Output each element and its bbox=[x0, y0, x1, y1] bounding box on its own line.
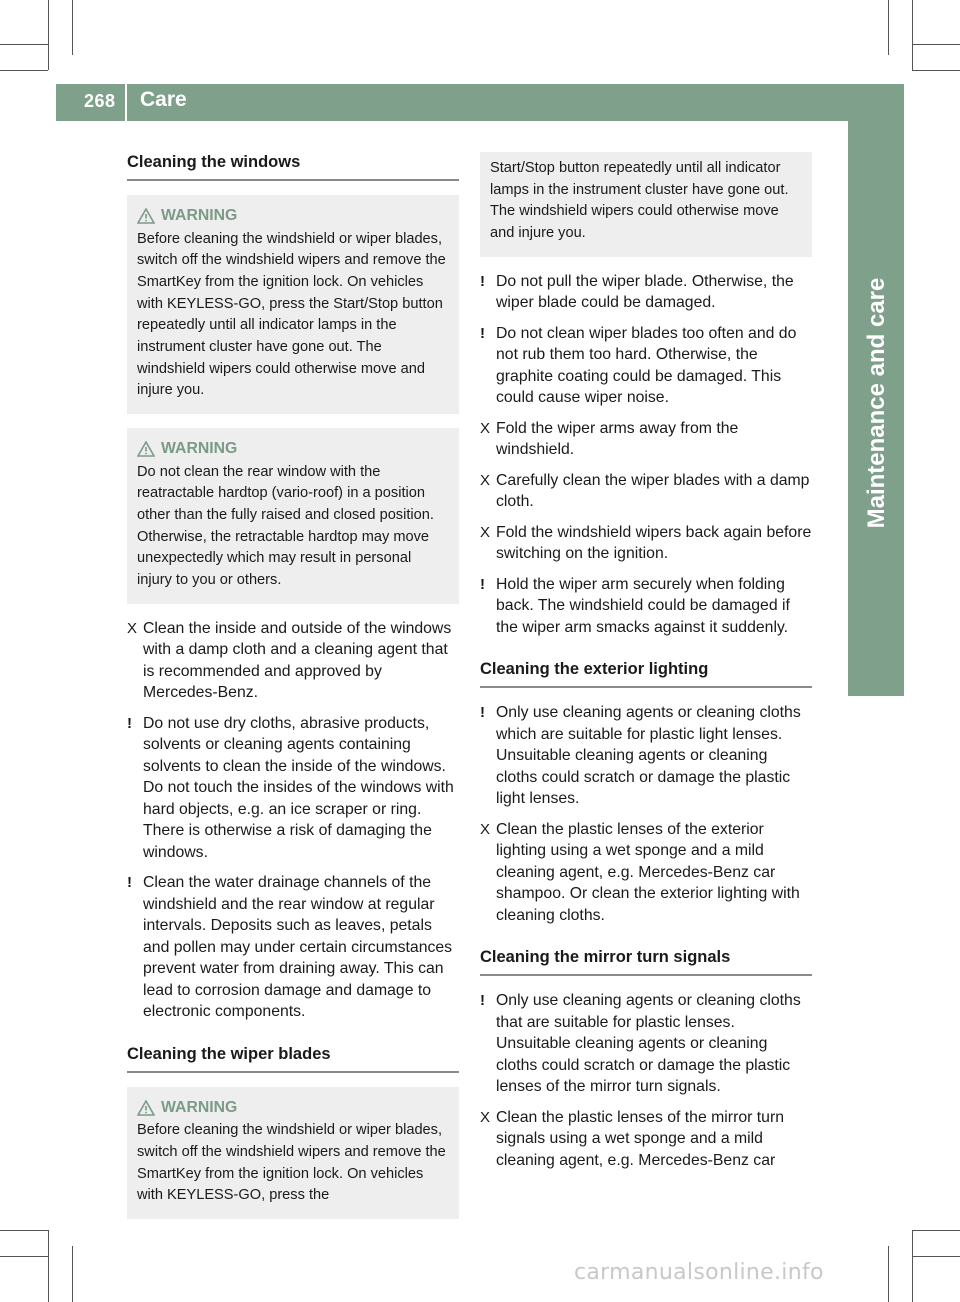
note-text: Do not use dry cloths, abrasive products, solvents or cleaning agents containing solvents to clean the inside of the windows. Do not touch the insides of the windows with hard objects, e.g. an ice scraper or ring. There is otherwise a risk of damaging the windows. bbox=[143, 714, 454, 861]
note-text: Hold the wiper arm securely when folding back. The windshield could be damaged if the wiper arm smacks against it suddenly. bbox=[496, 575, 790, 636]
step-text: Fold the windshield wipers back again before switching on the ignition. bbox=[496, 523, 812, 563]
note-item bbox=[127, 713, 459, 864]
warning-triangle-icon bbox=[137, 208, 155, 224]
warning-text: Before cleaning the windshield or wiper blades, switch off the windshield wipers and remove the SmartKey from the ignition lock. On vehicles with KEYLESS-GO, press the bbox=[137, 1122, 446, 1204]
crop-mark bbox=[912, 44, 960, 45]
note-item bbox=[480, 323, 812, 409]
note-item bbox=[480, 990, 812, 1098]
crop-mark bbox=[912, 0, 913, 70]
warning-text: Before cleaning the windshield or wiper blades, switch off the windshield wipers and remove the SmartKey from the ignition lock. On vehicles with KEYLESS-GO, press the Start/Stop button repeatedly until all indicator lamps in the instrument cluster have gone out. The windshield wipers could otherwise move and injure you. bbox=[137, 230, 446, 399]
step-arrow-icon: X bbox=[480, 820, 491, 838]
warning-title: WARNING bbox=[161, 207, 238, 224]
note-text: Do not clean wiper blades too often and do not rub them too hard. Otherwise, the graphite coating could be damaged. This could cause wiper noise. bbox=[496, 324, 797, 407]
warning-title: WARNING bbox=[161, 1098, 238, 1116]
crop-mark bbox=[0, 1256, 48, 1257]
crop-mark bbox=[72, 1246, 73, 1302]
warning-header bbox=[137, 1097, 449, 1119]
step-item bbox=[480, 418, 812, 461]
warning-box bbox=[127, 1087, 459, 1219]
side-tab-label: Maintenance and care bbox=[863, 277, 890, 529]
heading-cleaning-exterior-lighting: Cleaning the exterior lighting bbox=[480, 659, 812, 688]
note-exclamation-icon: ! bbox=[480, 992, 485, 1010]
step-arrow-icon: X bbox=[480, 471, 491, 489]
note-item bbox=[480, 702, 812, 810]
warning-header bbox=[137, 438, 449, 460]
heading-cleaning-wiper-blades: Cleaning the wiper blades bbox=[127, 1044, 459, 1073]
note-text: Only use cleaning agents or cleaning cloths that are suitable for plastic lenses. Unsuitable cleaning agents or cleaning cloths could scratch or damage the plastic lenses of the mirror turn signals. bbox=[496, 992, 801, 1096]
warning-box-continued bbox=[480, 152, 812, 257]
note-item bbox=[480, 574, 812, 639]
watermark: carmanualsonline.info bbox=[574, 1260, 824, 1285]
warning-box bbox=[127, 195, 459, 414]
warning-text: Start/Stop button repeatedly until all indicator lamps in the instrument cluster have gone out. The windshield wipers could otherwise move and injure you. bbox=[490, 160, 789, 242]
step-text: Clean the plastic lenses of the mirror turn signals using a wet sponge and a mild cleaning agent, e.g. Mercedes-Benz car bbox=[496, 1108, 784, 1169]
step-arrow-icon: X bbox=[480, 523, 491, 541]
note-exclamation-icon: ! bbox=[480, 704, 485, 722]
step-arrow-icon: X bbox=[127, 619, 138, 637]
note-text: Clean the water drainage channels of the windshield and the rear window at regular intervals. Deposits such as leaves, petals and pollen may under certain circumstances prevent water from draining away. This can lead to corrosion damage and damage to electronic components. bbox=[143, 874, 453, 1021]
note-item bbox=[127, 872, 459, 1023]
crop-mark bbox=[0, 70, 48, 71]
step-item bbox=[480, 1107, 812, 1172]
note-exclamation-icon: ! bbox=[480, 272, 485, 290]
step-item bbox=[480, 522, 812, 565]
heading-cleaning-mirror-turn-signals: Cleaning the mirror turn signals bbox=[480, 947, 812, 976]
step-arrow-icon: X bbox=[480, 1108, 491, 1126]
warning-header bbox=[137, 205, 449, 227]
note-exclamation-icon: ! bbox=[127, 874, 132, 892]
warning-triangle-icon bbox=[137, 441, 155, 457]
crop-mark bbox=[912, 1230, 960, 1231]
warning-text: Do not clean the rear window with the reatractable hardtop (vario-roof) in a position other than the fully raised and closed position. Otherwise, the retractable hardtop may move unexpectedly which may result in personal injury to you or others. bbox=[137, 463, 434, 589]
crop-mark bbox=[888, 1246, 889, 1302]
crop-mark bbox=[912, 70, 960, 71]
crop-mark bbox=[888, 0, 889, 55]
crop-mark bbox=[912, 1230, 913, 1302]
header-divider bbox=[125, 84, 127, 121]
heading-cleaning-windows: Cleaning the windows bbox=[127, 152, 459, 181]
note-item bbox=[480, 271, 812, 314]
step-item bbox=[480, 470, 812, 513]
section-title: Care bbox=[140, 88, 187, 111]
crop-mark bbox=[0, 44, 48, 45]
left-column bbox=[127, 152, 459, 1233]
note-exclamation-icon: ! bbox=[480, 575, 485, 593]
page-number: 268 bbox=[84, 91, 116, 111]
crop-mark bbox=[912, 1256, 960, 1257]
step-text: Carefully clean the wiper blades with a damp cloth. bbox=[496, 471, 810, 511]
crop-mark bbox=[48, 1230, 49, 1302]
warning-triangle-icon bbox=[137, 1100, 155, 1116]
warning-title: WARNING bbox=[161, 440, 238, 458]
step-text: Fold the wiper arms away from the windshield. bbox=[496, 419, 739, 459]
right-column bbox=[480, 152, 812, 1180]
crop-mark bbox=[0, 1230, 48, 1231]
note-text: Only use cleaning agents or cleaning cloths which are suitable for plastic light lenses. Unsuitable cleaning agents or cleaning cloths could scratch or damage the plastic light lenses. bbox=[496, 704, 801, 808]
crop-mark bbox=[48, 0, 49, 70]
step-text: Clean the plastic lenses of the exterior lighting using a wet sponge and a mild cleaning agent, e.g. Mercedes-Benz car shampoo. Or clean the exterior lighting with cleaning cloths. bbox=[496, 820, 800, 924]
note-text: Do not pull the wiper blade. Otherwise, the wiper blade could be damaged. bbox=[496, 272, 794, 312]
note-exclamation-icon: ! bbox=[127, 714, 132, 732]
crop-mark bbox=[72, 0, 73, 55]
note-exclamation-icon: ! bbox=[480, 324, 485, 342]
step-item bbox=[127, 618, 459, 704]
step-arrow-icon: X bbox=[480, 419, 491, 437]
step-text: Clean the inside and outside of the windows with a damp cloth and a cleaning agent that is recommended and approved by Mercedes-Benz. bbox=[143, 619, 452, 702]
step-item bbox=[480, 819, 812, 927]
warning-box bbox=[127, 428, 459, 604]
